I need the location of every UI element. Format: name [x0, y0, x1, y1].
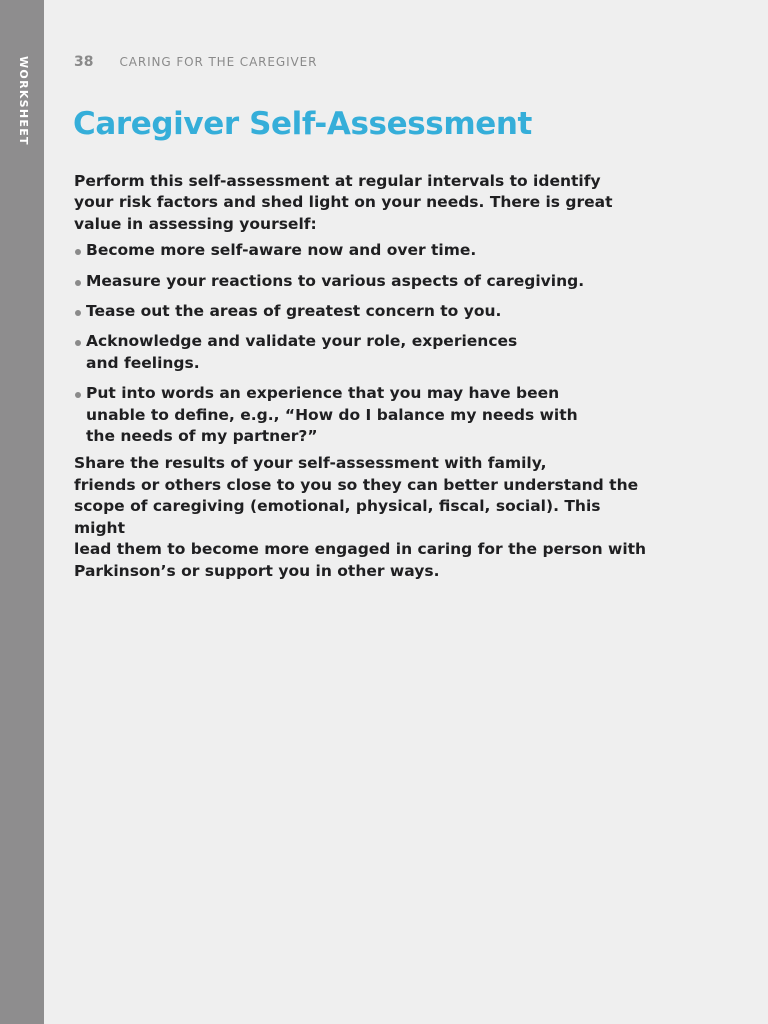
bullet-dot-icon [75, 310, 81, 316]
intro-paragraph: Perform this self-assessment at regular intervals to identify your risk factors and shed light on your needs. There is great value in assessing yourself: [74, 172, 613, 233]
closing-line: lead them to become more engaged in caring for the person with [74, 540, 647, 559]
closing-line: Parkinson’s or support you in other ways. [74, 561, 440, 580]
page-number: 38 [74, 54, 94, 70]
closing-paragraph [74, 453, 654, 581]
list-item [74, 331, 654, 374]
page-header [74, 54, 317, 74]
bullet-dot-icon [75, 392, 81, 398]
list-item-text: unable to define, e.g., “How do I balance my needs with [86, 405, 578, 424]
closing-line: scope of caregiving (emotional, physical, fiscal, social). This might [74, 497, 601, 537]
list-item-text: Acknowledge and validate your role, experiences [86, 332, 518, 351]
worksheet-body [74, 171, 654, 582]
list-item [74, 301, 654, 322]
list-item-text: Become more self-aware now and over time. [86, 241, 477, 260]
list-item-text: Measure your reactions to various aspects of caregiving. [86, 271, 585, 290]
bullet-dot-icon [75, 340, 81, 346]
list-item [74, 240, 654, 261]
closing-line: Share the results of your self-assessment with family, [74, 454, 547, 473]
page-title: Caregiver Self-Assessment [73, 106, 532, 142]
list-item-text: Tease out the areas of greatest concern to you. [86, 302, 502, 321]
sidebar-tab [0, 0, 44, 1024]
bullet-dot-icon [75, 280, 81, 286]
list-item [74, 383, 654, 447]
closing-line: friends or others close to you so they can better understand the [74, 475, 639, 494]
list-item-text: Put into words an experience that you may have been [86, 384, 560, 403]
bullet-dot-icon [75, 249, 81, 255]
sidebar-label: WORKSHEET [17, 56, 30, 146]
list-item [74, 271, 654, 292]
list-item-text: the needs of my partner?” [86, 427, 318, 446]
running-title: CARING FOR THE CAREGIVER [119, 55, 318, 69]
list-item-text: and feelings. [86, 353, 200, 372]
benefits-list [74, 240, 654, 447]
